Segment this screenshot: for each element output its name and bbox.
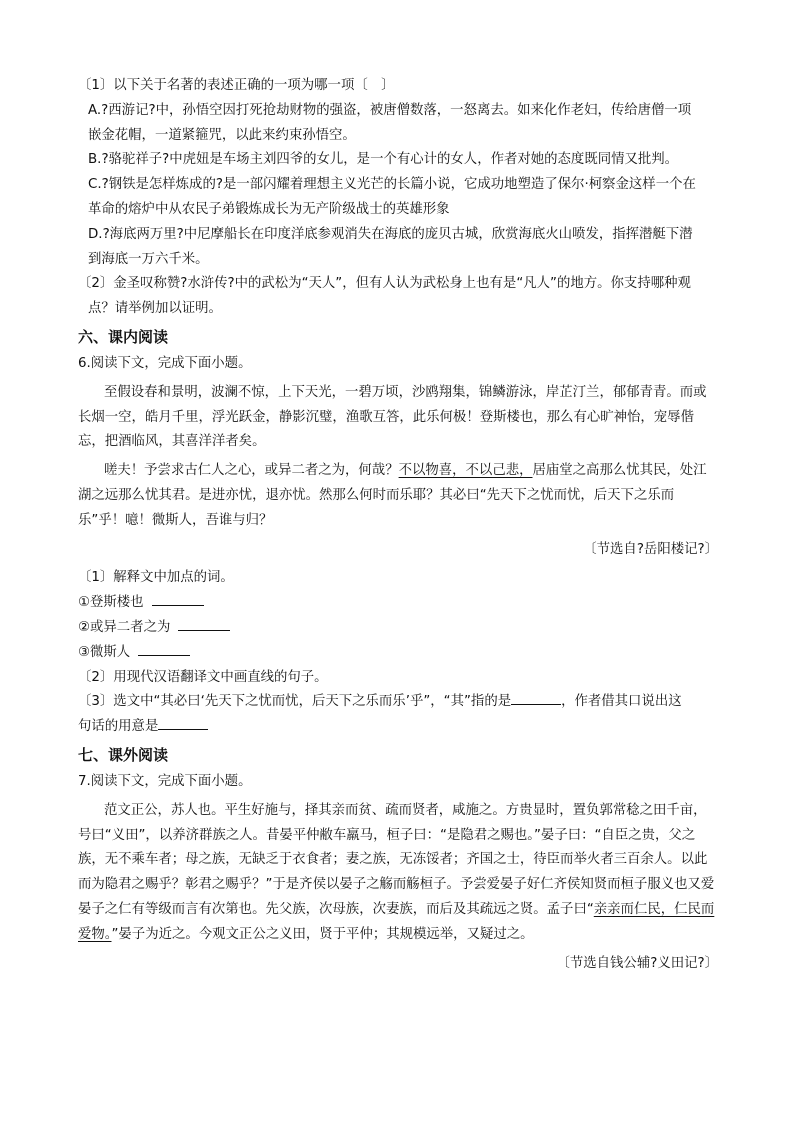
section7-para: 范文正公，苏人也。平生好施与，择其亲而贫、疏而贤者，咸施之。方贵显时，置负郭常稔之田千亩，号曰“义田”，以养济群族之人。昔晏平仲敝车羸马，桓子曰：“是隐君之赐也。”晏子曰：“自臣之贵，父之族，无不乘车者；母之族，无缺乏于衣食者；妻之族，无冻馁者；齐国之士，待臣而举火者三百余人。以此而为隐君之赐乎？彰君之赐乎？”于是齐侯以晏子之觞而觞桓子。予尝爱晏子好仁齐侯知贤而桓子服义也又爱晏子之仁有等级而言有次第也。先父族，次母族，次妻族，而后及其疏远之贤。孟子曰“亲亲而仁民，仁民而爱物。”晏子为近之。今观文正公之义田，贤于平仲；其规模远举，又疑过之。 (78, 802, 715, 942)
underlined-sentence: 不以物喜，不以己悲， (398, 463, 533, 479)
option-c-line2: 革命的熔炉中从农民子弟锻炼成长为无产阶级战士的英雄形象 (88, 201, 450, 217)
section6-source: 〔节选自?岳阳楼记?〕 (583, 541, 718, 557)
option-d-line2: 到海底一万六千米。 (88, 251, 209, 267)
section6-para2: 嗟夫！予尝求古仁人之心，或异二者之为，何哉？不以物喜，不以己悲，居庙堂之高那么忧其民，处江湖之远那么忧其君。是进亦忧，退亦忧。然那么何时而乐耶？其必曰“先天下之忧而忧，后天下之乐而乐”乎！噫！微斯人，吾谁与归？ (78, 463, 707, 528)
answer-blank[interactable] (158, 715, 208, 730)
answer-blank[interactable] (138, 641, 190, 656)
answer-blank[interactable] (178, 616, 230, 631)
q2-line1: 〔2〕金圣叹称赞?水浒传?中的武松为“天人”，但有人认为武松身上也有是“凡人”的地方。你支持哪种观 (78, 276, 691, 292)
section6-q3-cont: 句话的用意是 (78, 715, 718, 740)
option-d-line1: D.?海底两万里?中尼摩船长在印度洋底参观消失在海底的庞贝古城，欣赏海底火山喷发，指挥潜艇下潜 (88, 226, 693, 242)
section7-heading: 七、课外阅读 (78, 745, 169, 764)
section6-q1: 〔1〕解释文中加点的词。 (78, 570, 234, 586)
underlined-sentence: 亲亲而仁民，仁民而爱物。 (78, 901, 715, 942)
word-2: ②或异二者之为 (78, 616, 718, 641)
option-a-line2: 嵌金花帽，一道紧箍咒，以此来约束孙悟空。 (88, 127, 356, 143)
q2-line2: 点？请举例加以证明。 (88, 301, 222, 317)
q1-stem: 〔1〕以下关于名著的表述正确的一项为哪一项〔 〕 (78, 78, 395, 93)
section6-heading: 六、课内阅读 (78, 327, 169, 346)
option-c-line1: C.?钢铁是怎样炼成的?是一部闪耀着理想主义光芒的长篇小说，它成功地塑造了保尔·柯察金这样一个在 (88, 177, 696, 193)
section6-q2: 〔2〕用现代汉语翻译文中画直线的句子。 (78, 669, 328, 685)
option-a-line1: A.?西游记?中，孙悟空因打死抢劫财物的强盗，被唐僧数落，一怒离去。如来化作老妇，传给唐僧一项 (88, 102, 692, 118)
section7-intro: 7.阅读下文，完成下面小题。 (78, 773, 252, 789)
section6-para1: 至假设春和景明，波澜不惊，上下天光，一碧万顷，沙鸥翔集，锦鳞游泳，岸芷汀兰，郁郁青青。而或长烟一空，皓月千里，浮光跃金，静影沉璧，渔歌互答，此乐何极！登斯楼也，那么有心旷神怡，宠辱偕忘，把酒临风，其喜洋洋者矣。 (78, 384, 707, 450)
section7-source: 〔节选自钱公辅?义田记?〕 (556, 955, 718, 971)
section6-intro: 6.阅读下文，完成下面小题。 (78, 355, 252, 371)
answer-blank[interactable] (511, 690, 561, 705)
option-b: B.?骆驼祥子?中虎妞是车场主刘四爷的女儿，是一个有心计的女人，作者对她的态度既同情又批判。 (88, 152, 679, 168)
exam-page (78, 74, 718, 976)
word-3: ③微斯人 (78, 641, 718, 666)
answer-blank[interactable] (152, 591, 204, 606)
section6-q3: 〔3〕选文中“其必曰‘先天下之忧而忧，后天下之乐而乐’乎”，“其”指的是 ，作者借其口说出这 (78, 690, 718, 715)
word-1: ①登斯楼也 (78, 591, 718, 616)
